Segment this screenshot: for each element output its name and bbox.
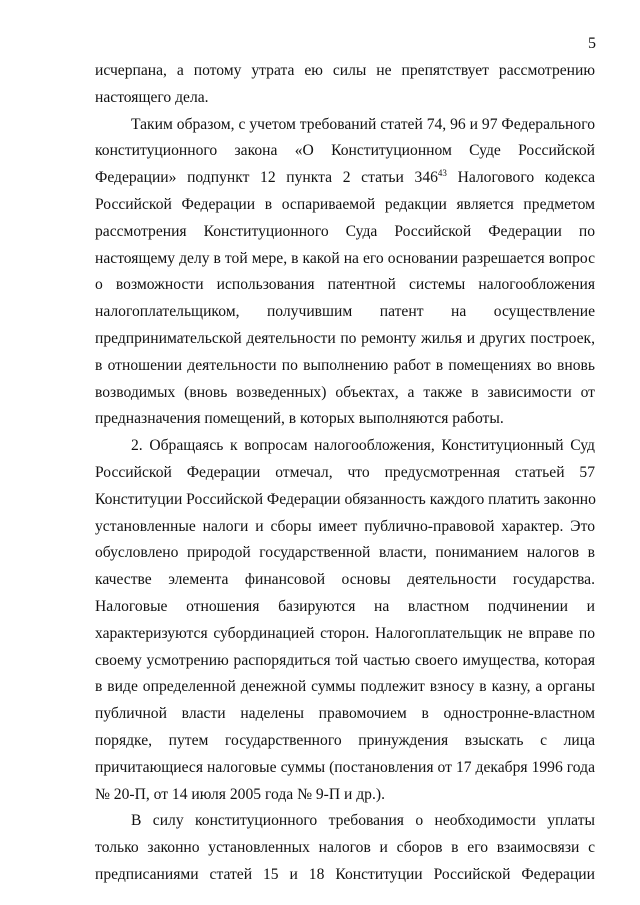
text-line: Конституции Российской Федерации обязанность каждого платить законно: [95, 490, 596, 508]
text-line: качестве элемента финансовой основы деятельности государства.: [95, 571, 595, 589]
text-line: установленные налоги и сборы имеет публично-правовой характер. Это: [95, 517, 595, 535]
text-line: публичной власти наделены правомочием в одностронне-властном: [95, 705, 595, 723]
text-line: № 20-П, от 14 июля 2005 года № 9-П и др.).: [95, 785, 385, 803]
superscript-43: 43: [437, 168, 447, 178]
text-line: обусловлено природой государственной власти, пониманием налогов в: [95, 544, 595, 562]
text-line: в отношении деятельности по выполнению работ в помещениях во вновь: [95, 356, 595, 374]
page-number: 5: [588, 35, 596, 52]
text-line: рассмотрения Конституционного Суда Российской Федерации по: [95, 222, 595, 240]
text-line: 2. Обращаясь к вопросам налогообложения, Конституционный Суд: [131, 437, 595, 455]
text-line: своему усмотрению распорядиться той частью своего имущества, которая: [95, 651, 595, 669]
text-line: Налоговые отношения базируются на властном подчинении и: [95, 597, 595, 615]
text-line: в виде определенной денежной суммы подлежит взносу в казну, а органы: [95, 678, 595, 696]
text-line: Российской Федерации в оспариваемой редакции является предметом: [95, 195, 595, 213]
text-line: причитающиеся налоговые суммы (постановления от 17 декабря 1996 года: [95, 758, 595, 776]
text-line-with-superscript: [95, 165, 595, 192]
text-line: В силу конституционного требования о необходимости уплаты: [131, 812, 595, 830]
text-line: предназначения помещений, в которых выполняются работы.: [95, 410, 504, 428]
text-line: Таким образом, с учетом требований статей 74, 96 и 97 Федерального: [131, 115, 595, 133]
paragraph-2: [95, 112, 595, 434]
text-line: исчерпана, а потому утрата ею силы не препятствует рассмотрению: [95, 62, 595, 79]
text-line: о возможности использования патентной системы налогообложения: [95, 276, 595, 294]
paragraph-4: [95, 808, 595, 888]
text-line: Российской Федерации отмечал, что предусмотренная статьей 57: [95, 463, 595, 481]
text-line: предписаниями статей 15 и 18 Конституции Российской Федерации: [95, 865, 595, 883]
text-line: характеризуются субординацией сторон. Налогоплательщик не вправе по: [95, 624, 595, 642]
text-fragment: Федерации» подпункт 12 пункта 2 статьи 346: [95, 169, 438, 187]
text-line: возводимых (вновь возведенных) объектах, а также в зависимости от: [95, 383, 595, 401]
text-line: настоящего дела.: [95, 88, 209, 106]
text-fragment: Налогового кодекса: [446, 169, 595, 187]
text-line: налогоплательщиком, получившим патент на осуществление: [95, 303, 595, 321]
text-line: настоящему делу в той мере, в какой на его основании разрешается вопрос: [95, 249, 595, 267]
paragraph-1: [95, 58, 595, 112]
document-body: [95, 58, 595, 889]
paragraph-3: [95, 433, 595, 808]
text-line: конституционного закона «О Конституционном Суде Российской: [95, 142, 595, 160]
text-line: предпринимательской деятельности по ремонту жилья и других построек,: [95, 329, 595, 347]
text-line: только законно установленных налогов и сборов в его взаимосвязи с: [95, 839, 595, 857]
text-line: порядке, путем государственного принуждения взыскать с лица: [95, 731, 595, 749]
